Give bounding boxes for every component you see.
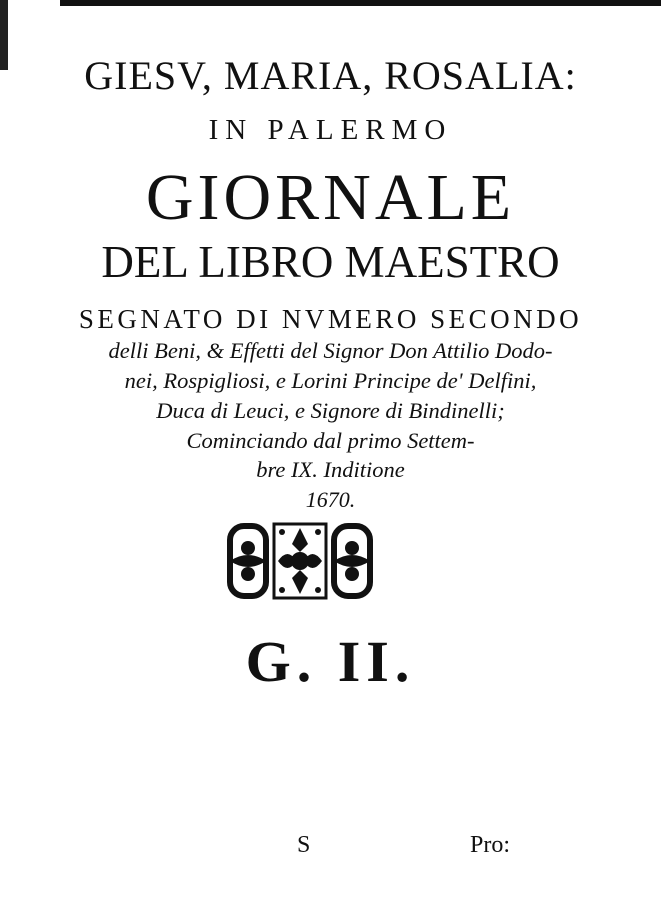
place-heading: IN PALERMO bbox=[208, 114, 453, 146]
description-line-2: nei, Rospigliosi, e Lorini Principe de' Delfini, bbox=[124, 368, 537, 393]
description-line-3: Duca di Leuci, e Signore di Bindinelli; bbox=[156, 398, 505, 423]
printers-ornament-icon bbox=[222, 520, 378, 602]
volume-designation: SEGNATO DI NVMERO SECONDO bbox=[78, 304, 583, 334]
subtitle: DEL LIBRO MAESTRO bbox=[101, 237, 560, 287]
top-border-rule bbox=[60, 0, 661, 6]
description-line-1: delli Beni, & Effetti del Signor Don Attilio Dodo- bbox=[108, 338, 553, 363]
year: 1670. bbox=[305, 487, 356, 512]
main-title: GIORNALE bbox=[145, 161, 516, 234]
shelfmark: G. II. bbox=[245, 629, 416, 694]
signature-mark: S bbox=[297, 832, 311, 858]
catchword: Pro: bbox=[470, 832, 511, 858]
description-line-4: Cominciando dal primo Settem- bbox=[186, 428, 475, 453]
invocation-heading: GIESV, MARIA, ROSALIA: bbox=[84, 53, 577, 98]
description-line-5: bre IX. Inditione bbox=[256, 457, 405, 482]
